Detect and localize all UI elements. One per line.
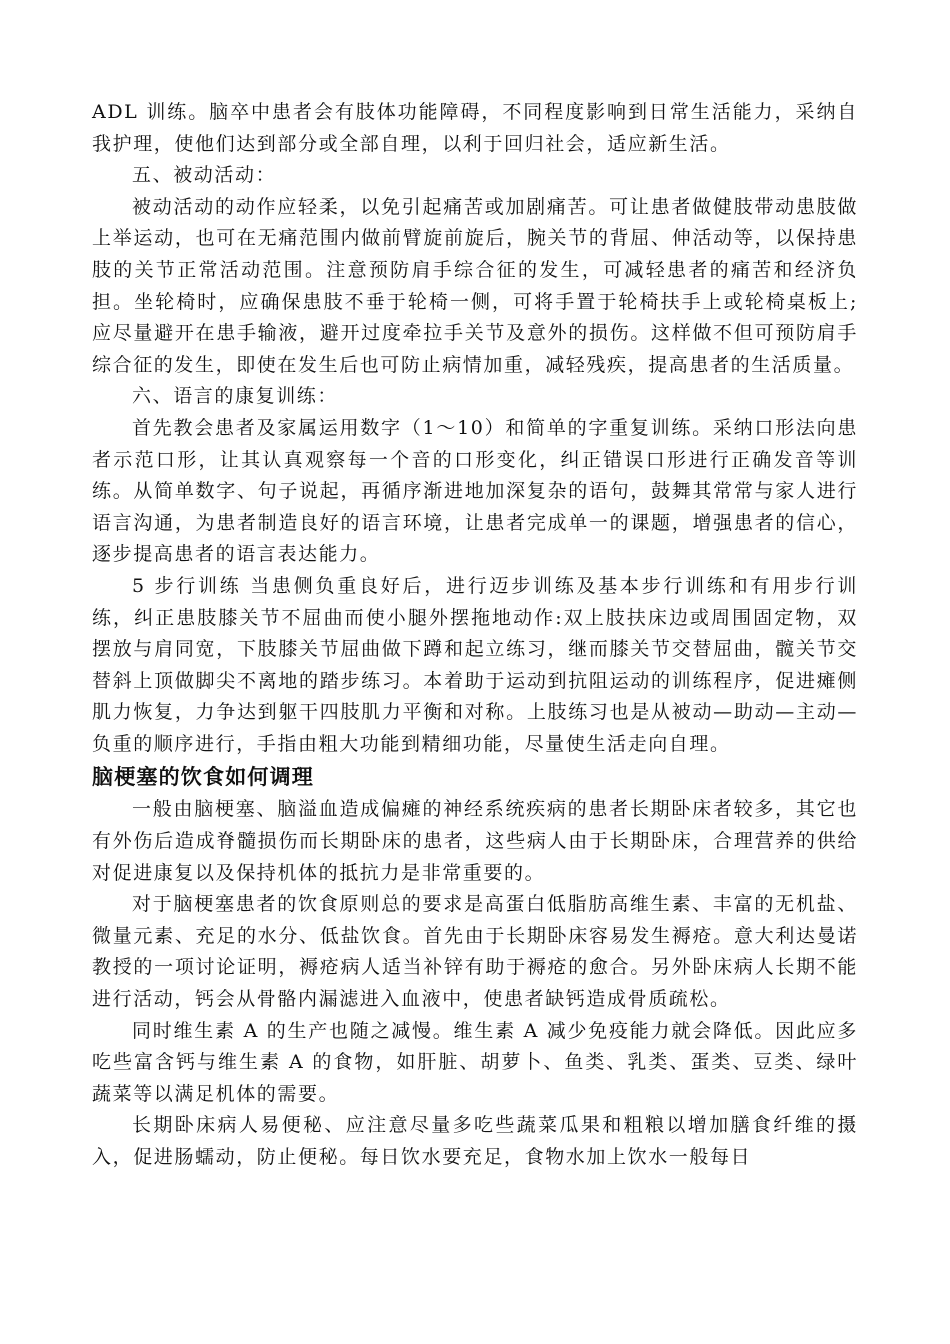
subheading-passive-activity: 五、被动活动：: [132, 164, 277, 187]
paragraph-passive-activity: 被动活动的动作应轻柔，以免引起痛苦或加剧痛苦。可让患者做健肢带动患肢做上举运动，也可在无痛范围内做前臂旋前旋后，腕关节的背屈、伸活动等，以保持患肢的关节正常活动范围。注意预防肩手综合征的发生，可减轻患者的痛苦和经济负担。坐轮椅时，应确保患肢不垂于轮椅一侧，可将手置于轮椅扶手上或轮椅桌板上;应尽量避开在患手输液，避开过度牵拉手关节及意外的损伤。这样做不但可预防肩手综合征的发生，即使在发生后也可防止病情加重，减轻残疾，提高患者的生活质量。: [92, 195, 858, 376]
paragraph-walking-training: 5 步行训练 当患侧负重良好后，进行迈步训练及基本步行训练和有用步行训练，纠正患肢膝关节不屈曲而使小腿外摆拖地动作:双上肢扶床边或周围固定物，双摆放与肩同宽，下肢膝关节屈曲做下蹲和起立练习，继而膝关节交替屈曲，髋关节交替斜上顶做脚尖不离地的踏步练习。本着助于运动到抗阻运动的训练程序，促进瘫侧肌力恢复，力争达到躯干四肢肌力平衡和对称。上肢练习也是从被动—助动—主动—负重的顺序进行，手指由粗大功能到精细功能，尽量使生活走向自理。: [92, 574, 858, 755]
paragraph-language-rehab: 首先教会患者及家属运用数字（1～10）和简单的字重复训练。采纳口形法向患者示范口形，让其认真观察每一个音的口形变化，纠正错误口形进行正确发音等训练。从简单数字、句子说起，再循序渐进地加深复杂的语句，鼓舞其常常与家人进行语言沟通，为患者制造良好的语言环境，让患者完成单一的课题，增强患者的信心，逐步提高患者的语言表达能力。: [92, 416, 858, 566]
paragraph-vitamin-a: 同时维生素 A 的生产也随之减慢。维生素 A 减少免疫能力就会降低。因此应多吃些富含钙与维生素 A 的食物，如肝脏、胡萝卜、鱼类、乳类、蛋类、豆类、绿叶蔬菜等以满足机体的需要。: [92, 1019, 858, 1105]
section-title: 脑梗塞的饮食如何调理: [92, 765, 314, 790]
document-page: [92, 97, 858, 1174]
paragraph-constipation: 长期卧床病人易便秘、应注意尽量多吃些蔬菜瓜果和粗粮以增加膳食纤维的摄入，促进肠蠕动，防止便秘。每日饮水要充足，食物水加上饮水一般每日: [92, 1114, 858, 1168]
paragraph-bedridden-nutrition: 一般由脑梗塞、脑溢血造成偏瘫的神经系统疾病的患者长期卧床者较多，其它也有外伤后造成脊髓损伤而长期卧床的患者，这些病人由于长期卧床，合理营养的供给对促进康复以及保持机体的抵抗力是非常重要的。: [92, 798, 858, 884]
paragraph-diet-principles: 对于脑梗塞患者的饮食原则总的要求是高蛋白低脂肪高维生素、丰富的无机盐、微量元素、充足的水分、低盐饮食。首先由于长期卧床容易发生褥疮。意大利达曼诺教授的一项讨论证明，褥疮病人适当补锌有助于褥疮的愈合。另外卧床病人长期不能进行活动，钙会从骨骼内漏滤进入血液中，使患者缺钙造成骨质疏松。: [92, 893, 858, 1011]
paragraph-adl-training: ADL 训练。脑卒中患者会有肢体功能障碍，不同程度影响到日常生活能力，采纳自我护理，使他们达到部分或全部自理，以利于回归社会，适应新生活。: [92, 101, 858, 155]
subheading-language-rehab: 六、语言的康复训练：: [132, 385, 339, 408]
